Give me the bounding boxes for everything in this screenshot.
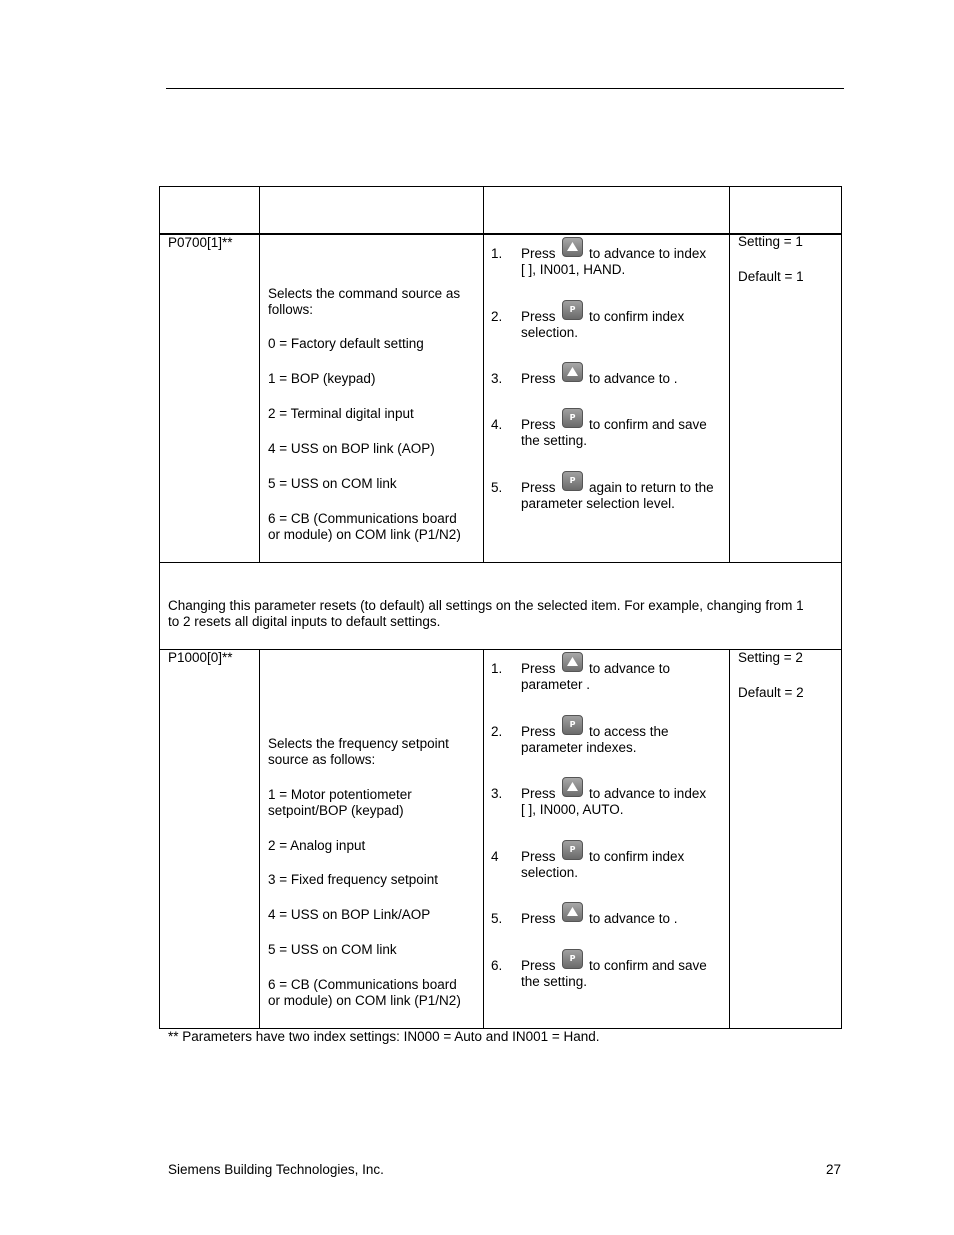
default-value: Default = 1 (738, 269, 804, 284)
step-text: [ ], IN000, AUTO. (521, 802, 624, 817)
step-text: to advance to . (589, 371, 678, 386)
p-key-icon: P (562, 949, 583, 969)
p-key-icon: P (562, 840, 583, 860)
step-number: 5. (491, 480, 503, 495)
up-arrow-key-icon (562, 652, 583, 672)
setting-value: Setting = 2 (738, 650, 803, 665)
desc-line: or module) on COM link (P1/N2) (268, 993, 461, 1008)
step-text: Press (521, 417, 556, 432)
col-divider (259, 186, 260, 562)
col-divider (729, 649, 730, 1029)
step-number: 6. (491, 958, 503, 973)
p-key-icon: P (562, 471, 583, 491)
footnote: ** Parameters have two index settings: IN000 = Auto and IN001 = Hand. (168, 1029, 600, 1044)
desc-line: Selects the frequency setpoint (268, 736, 449, 751)
step-text: Press (521, 786, 556, 801)
desc-line: 6 = CB (Communications board (268, 511, 457, 526)
col-divider (483, 186, 484, 562)
up-arrow-key-icon (562, 777, 583, 797)
note-line: Changing this parameter resets (to default) all settings on the selected item. For example, changing from 1 (168, 598, 804, 613)
step-text: to advance to index (589, 246, 707, 261)
header-rule (166, 88, 844, 89)
step-text: Press (521, 480, 556, 495)
footer-company: Siemens Building Technologies, Inc. (168, 1162, 384, 1177)
desc-line: 1 = BOP (keypad) (268, 371, 376, 386)
desc-line: 4 = USS on BOP link (AOP) (268, 441, 435, 456)
step-number: 4 (491, 849, 499, 864)
desc-line: 3 = Fixed frequency setpoint (268, 872, 438, 887)
step-number: 1. (491, 661, 503, 676)
step-text: Press (521, 371, 556, 386)
param-id: P0700[1]** (168, 235, 233, 250)
step-text: Press (521, 724, 556, 739)
desc-line: 1 = Motor potentiometer (268, 787, 412, 802)
step-number: 5. (491, 911, 503, 926)
page-number: 27 (826, 1162, 842, 1177)
step-text: Press (521, 849, 556, 864)
param-id: P1000[0]** (168, 650, 233, 665)
col-divider (483, 649, 484, 1029)
desc-line: 5 = USS on COM link (268, 476, 397, 491)
step-text: selection. (521, 325, 579, 340)
step-text: Press (521, 661, 556, 676)
step-text: parameter indexes. (521, 740, 637, 755)
up-arrow-key-icon (562, 362, 583, 382)
desc-line: 6 = CB (Communications board (268, 977, 457, 992)
desc-line: or module) on COM link (P1/N2) (268, 527, 461, 542)
step-text: [ ], IN001, HAND. (521, 262, 626, 277)
step-number: 3. (491, 371, 503, 386)
p-key-icon: P (562, 408, 583, 428)
step-number: 1. (491, 246, 503, 261)
step-text: to access the (589, 724, 669, 739)
step-text: Press (521, 309, 556, 324)
step-text: to confirm and save (589, 417, 707, 432)
desc-line: follows: (268, 302, 314, 317)
up-arrow-key-icon (562, 237, 583, 257)
row-divider (159, 562, 842, 563)
up-arrow-key-icon (562, 902, 583, 922)
step-text: selection. (521, 865, 579, 880)
setting-value: Setting = 1 (738, 234, 803, 249)
step-text: to advance to index (589, 786, 707, 801)
desc-line: 0 = Factory default setting (268, 336, 424, 351)
col-divider (729, 186, 730, 562)
step-text: parameter selection level. (521, 496, 675, 511)
desc-line: 2 = Terminal digital input (268, 406, 414, 421)
desc-line: 4 = USS on BOP Link/AOP (268, 907, 431, 922)
step-text: Press (521, 246, 556, 261)
step-text: to advance to (589, 661, 671, 676)
step-text: to confirm and save (589, 958, 707, 973)
step-text: the setting. (521, 433, 588, 448)
step-text: Press (521, 911, 556, 926)
default-value: Default = 2 (738, 685, 804, 700)
step-text: parameter . (521, 677, 591, 692)
desc-line: setpoint/BOP (keypad) (268, 803, 404, 818)
step-number: 4. (491, 417, 503, 432)
desc-line: source as follows: (268, 752, 376, 767)
step-text: again to return to the (589, 480, 714, 495)
step-text: to confirm index (589, 309, 685, 324)
desc-line: 5 = USS on COM link (268, 942, 397, 957)
desc-line: 2 = Analog input (268, 838, 366, 853)
p-key-icon: P (562, 715, 583, 735)
step-text: the setting. (521, 974, 588, 989)
note-line: to 2 resets all digital inputs to default settings. (168, 614, 441, 629)
col-divider (259, 649, 260, 1029)
step-text: Press (521, 958, 556, 973)
step-text: to confirm index (589, 849, 685, 864)
step-text: to advance to . (589, 911, 678, 926)
p-key-icon: P (562, 300, 583, 320)
step-number: 2. (491, 309, 503, 324)
step-number: 2. (491, 724, 503, 739)
step-number: 3. (491, 786, 503, 801)
desc-line: Selects the command source as (268, 286, 461, 301)
